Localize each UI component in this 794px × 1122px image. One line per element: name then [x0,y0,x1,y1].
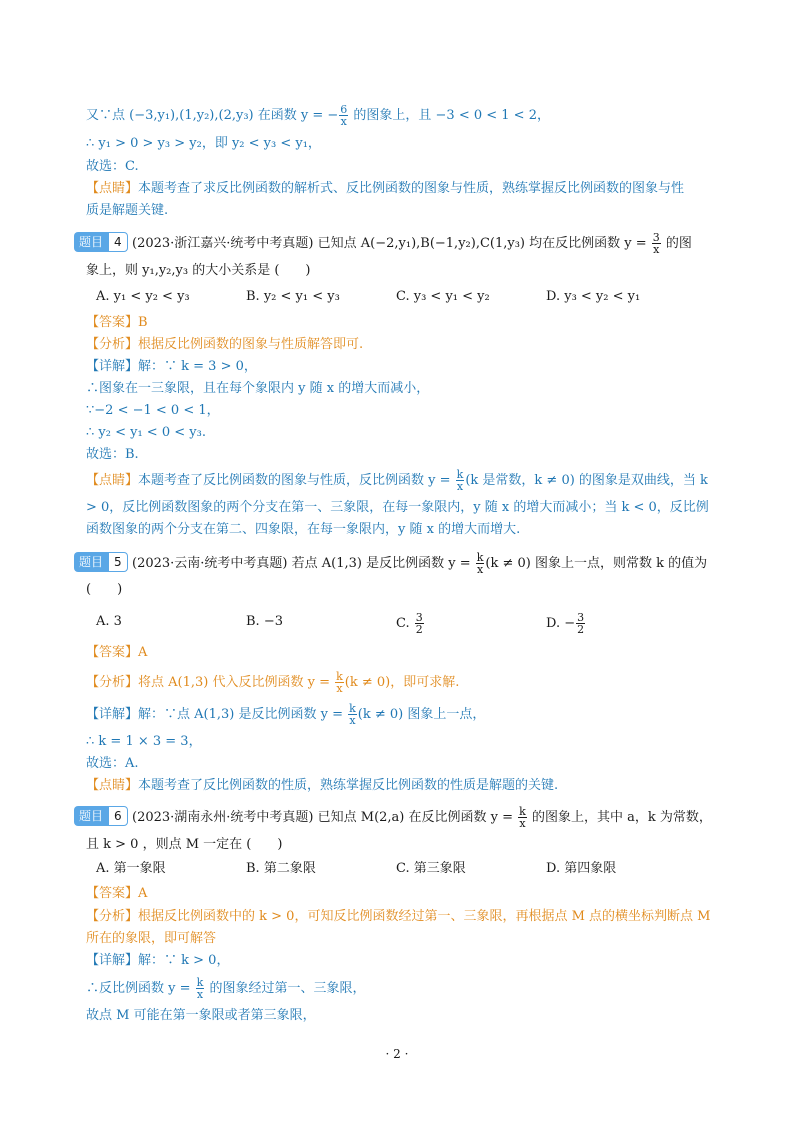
question-number: 4 [108,232,128,252]
solution-tag: 【详解】 [86,953,139,968]
analysis-line [86,907,710,927]
question-stem [132,806,712,829]
solution-tag: 【详解】 [86,707,139,722]
answer-tag: 【答案】 [86,645,139,660]
fraction [518,806,527,829]
analysis-tag: 【分析】 [86,675,139,690]
text-line [86,179,684,199]
comment-tag: 【点睛】 [86,181,139,196]
denominator: x [349,714,356,727]
text: 解：∵点 A(1,3) 是反比例函数 y = [138,707,348,722]
answer-line [86,313,148,333]
option-d: D. y₃ < y₂ < y₁ [546,289,641,304]
fraction [339,104,348,127]
fraction [348,703,357,726]
text-line: 象上，则 y₁,y₂,y₃ 的大小关系是 ( ) [86,263,311,278]
answer-value: B [138,315,148,330]
text: 的图象上，且 −3 < 0 < 1 < 2， [349,108,550,123]
answer-line [86,643,147,663]
question-tag [74,232,128,252]
numerator: k [336,670,343,683]
option-b: B. 第二象限 [246,861,316,876]
text: 的图 [661,236,692,251]
denominator: x [476,563,484,576]
denominator: x [336,682,343,695]
numerator: 6 [340,103,348,116]
denominator: x [653,243,660,256]
option-c: C. y₃ < y₁ < y₂ [396,289,490,304]
question-stem [132,552,707,575]
text-line: ∵−2 < −1 < 0 < 1， [86,403,220,418]
fraction [456,469,465,492]
denominator: x [340,115,347,128]
text-line [86,104,550,127]
text-line: 故选：B. [86,447,139,462]
options-row [96,287,716,307]
answer-tag: 【答案】 [86,886,139,901]
text: (2023·湖南永州·统考中考真题) 已知点 M(2,a) 在反比例函数 y = [132,810,518,825]
text-line: ∴ y₂ < y₁ < 0 < y₃. [86,425,206,440]
text: 又∵点 (−3,y₁),(1,y₂),(2,y₃) 在函数 y = − [86,108,339,123]
text: 根据反比例函数的图象与性质解答即可. [138,337,364,352]
question-label: 题目 [74,806,108,826]
text-line: > 0，反比例函数图象的两个分支在第一、三象限，在每一象限内，y 随 x 的增大而减小；当 k < 0，反比例 [86,500,709,515]
text: 解：∵ k > 0， [138,953,230,968]
text-line: 故选：A. [86,756,139,771]
text: (2023·浙江嘉兴·统考中考真题) 已知点 A(−2,y₁),B(−1,y₂),C(1,y₃) 均在反比例函数 y = [132,236,651,251]
text-line: ∴ k = 1 × 3 = 3， [86,734,202,749]
answer-tag: 【答案】 [86,315,139,330]
text: 的图象上，其中 a，k 为常数， [527,810,712,825]
numerator: k [519,805,526,818]
question-number: 6 [108,806,128,826]
denominator: 2 [577,623,585,636]
option-a: A. 第一象限 [96,861,166,876]
denominator: x [456,480,464,493]
text: 本题考查了反比例函数的性质，熟练掌握反比例函数的性质是解题的关键. [138,778,559,793]
text-line: 故选：C. [86,159,139,174]
fraction [652,232,661,255]
denominator: 2 [415,623,423,636]
text: 根据反比例函数中的 k > 0，可知反比例函数经过第一、三象限，再根据点 M 点的横坐标判断点 M [138,909,711,924]
question-tag [74,806,128,826]
option-b: B. −3 [246,614,283,629]
answer-value: A [138,886,148,901]
numerator: 3 [652,231,660,244]
text: (k ≠ 0) 图象上一点， [357,707,486,722]
fraction [335,671,344,694]
options-row [96,859,716,879]
question-label: 题目 [74,232,108,252]
solution-line [86,357,257,377]
text: ∴反比例函数 y = [86,981,195,996]
numerator: 3 [577,611,585,624]
analysis-line [86,335,363,355]
numerator: k [456,468,464,481]
text-line: 所在的象限，即可解答 [86,931,217,946]
comment-line [86,776,558,796]
text: 本题考查了求反比例函数的解析式、反比例函数的图象与性质，熟练掌握反比例函数的图象与性 [138,181,685,196]
analysis-tag: 【分析】 [86,337,139,352]
text-line: 函数图象的两个分支在第二、四象限，在每一象限内，y 随 x 的增大而增大. [86,522,521,537]
answer-line [86,884,147,904]
text: D. − [546,616,576,631]
text: (k ≠ 0) 图象上一点，则常数 k 的值为 [485,556,708,571]
analysis-tag: 【分析】 [86,909,139,924]
option-c [396,612,425,635]
option-d: D. 第四象限 [546,861,617,876]
comment-tag: 【点睛】 [86,473,139,488]
options-row [96,611,716,636]
text-line: 且 k > 0 ，则点 M 一定在 ( ) [86,837,283,852]
option-a: A. 3 [96,614,122,629]
text: (k ≠ 0)，即可求解. [344,675,460,690]
text: C. [396,616,414,631]
option-d [546,612,586,635]
fraction [476,552,485,575]
text-line [86,977,365,1000]
question-number: 5 [108,552,128,572]
option-c: C. 第三象限 [396,861,466,876]
option-b: B. y₂ < y₁ < y₃ [246,289,340,304]
denominator: x [196,988,204,1001]
answer-value: A [138,645,148,660]
solution-line [86,951,229,971]
text-line: 质是解题关键. [86,203,169,218]
text: 本题考查了反比例函数的图象与性质，反比例函数 y = [138,473,455,488]
option-a: A. y₁ < y₂ < y₃ [96,289,190,304]
numerator: k [349,702,356,715]
text: 将点 A(1,3) 代入反比例函数 y = [138,675,335,690]
numerator: 3 [415,611,423,624]
fraction [576,612,585,635]
fraction [415,612,424,635]
text: 解：∵ k = 3 > 0， [138,359,257,374]
text-line: ∴图象在一三象限，且在每个象限内 y 随 x 的增大而减小， [86,381,430,396]
analysis-line [86,671,459,694]
comment-tag: 【点睛】 [86,778,139,793]
comment-line [86,469,708,492]
numerator: k [476,551,484,564]
question-label: 题目 [74,552,108,572]
fraction [196,977,205,1000]
text-line: ∴ y₁ > 0 > y₃ > y₂，即 y₂ < y₃ < y₁， [86,136,321,151]
text: (k 是常数，k ≠ 0) 的图象是双曲线，当 k [465,473,708,488]
denominator: x [519,817,526,830]
solution-tag: 【详解】 [86,359,139,374]
question-tag [74,552,128,572]
text-line: ( ) [86,582,123,597]
question-stem [132,232,692,255]
text: 的图象经过第一、三象限， [205,981,366,996]
text: (2023·云南·统考中考真题) 若点 A(1,3) 是反比例函数 y = [132,556,475,571]
numerator: k [196,976,204,989]
page-number: · 2 · [385,1047,409,1061]
solution-line [86,703,485,726]
text-line: 故点 M 可能在第一象限或者第三象限， [86,1008,316,1023]
